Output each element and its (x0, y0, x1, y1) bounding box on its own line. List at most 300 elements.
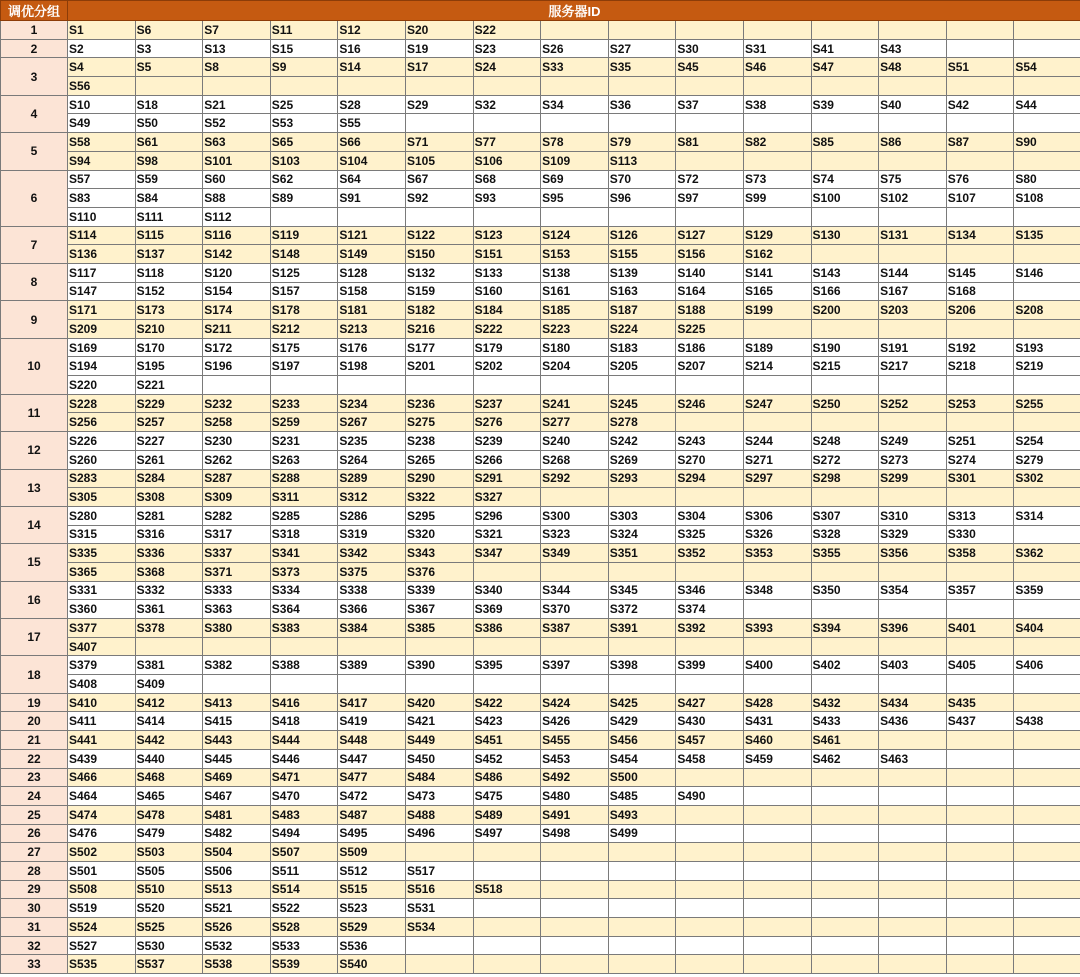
empty-cell (879, 880, 947, 899)
server-id-cell: S271 (743, 450, 811, 469)
server-id-cell: S236 (405, 394, 473, 413)
group-number-cell: 14 (1, 506, 68, 543)
server-id-cell: S375 (338, 562, 406, 581)
server-id-cell: S320 (405, 525, 473, 544)
server-id-cell: S507 (270, 843, 338, 862)
empty-cell (1014, 320, 1080, 339)
server-id-cell: S16 (338, 39, 406, 58)
empty-cell (811, 376, 879, 395)
empty-cell (811, 21, 879, 40)
server-id-cell: S161 (541, 282, 609, 301)
server-id-cell: S139 (608, 263, 676, 282)
server-id-cell: S325 (676, 525, 744, 544)
server-id-cell: S12 (338, 21, 406, 40)
table-row (1, 282, 1080, 301)
server-id-cell: S306 (743, 506, 811, 525)
server-id-cell: S376 (405, 562, 473, 581)
server-id-cell: S228 (68, 394, 136, 413)
group-number-cell: 2 (1, 39, 68, 58)
server-id-cell: S324 (608, 525, 676, 544)
server-id-cell: S92 (405, 189, 473, 208)
empty-cell (946, 114, 1014, 133)
server-id-cell: S492 (541, 768, 609, 787)
empty-cell (1014, 955, 1080, 974)
server-id-cell: S102 (879, 189, 947, 208)
empty-cell (608, 861, 676, 880)
empty-cell (676, 824, 744, 843)
empty-cell (946, 245, 1014, 264)
empty-cell (743, 955, 811, 974)
empty-cell (608, 899, 676, 918)
table-row (1, 899, 1080, 918)
empty-cell (473, 899, 541, 918)
server-id-cell: S111 (135, 207, 203, 226)
server-id-cell: S502 (68, 843, 136, 862)
server-id-cell: S344 (541, 581, 609, 600)
server-id-cell: S115 (135, 226, 203, 245)
server-id-cell: S297 (743, 469, 811, 488)
server-id-cell: S247 (743, 394, 811, 413)
server-id-cell: S24 (473, 58, 541, 77)
empty-cell (946, 936, 1014, 955)
server-id-cell: S167 (879, 282, 947, 301)
table-row (1, 394, 1080, 413)
empty-cell (338, 207, 406, 226)
empty-cell (1014, 245, 1080, 264)
server-id-cell: S235 (338, 432, 406, 451)
server-id-cell: S448 (338, 731, 406, 750)
server-id-cell: S50 (135, 114, 203, 133)
server-id-cell: S136 (68, 245, 136, 264)
server-id-cell: S192 (946, 338, 1014, 357)
empty-cell (879, 787, 947, 806)
empty-cell (743, 880, 811, 899)
server-id-cell: S424 (541, 693, 609, 712)
empty-cell (946, 207, 1014, 226)
server-id-cell: S334 (270, 581, 338, 600)
server-id-cell: S28 (338, 95, 406, 114)
table-row (1, 600, 1080, 619)
empty-cell (879, 731, 947, 750)
empty-cell (946, 21, 1014, 40)
server-id-cell: S288 (270, 469, 338, 488)
server-id-cell: S190 (811, 338, 879, 357)
server-id-cell: S79 (608, 133, 676, 152)
table-row (1, 432, 1080, 451)
server-id-cell: S120 (203, 263, 271, 282)
server-id-cell: S359 (1014, 581, 1080, 600)
server-id-cell: S153 (541, 245, 609, 264)
server-id-cell: S71 (405, 133, 473, 152)
server-id-cell: S65 (270, 133, 338, 152)
server-id-cell: S517 (405, 861, 473, 880)
server-id-cell: S289 (338, 469, 406, 488)
table-row (1, 320, 1080, 339)
empty-cell (811, 320, 879, 339)
empty-cell (743, 918, 811, 937)
server-id-cell: S198 (338, 357, 406, 376)
empty-cell (541, 936, 609, 955)
empty-cell (608, 77, 676, 96)
server-id-cell: S141 (743, 263, 811, 282)
server-id-cell: S369 (473, 600, 541, 619)
server-id-cell: S145 (946, 263, 1014, 282)
server-id-cell: S263 (270, 450, 338, 469)
server-id-cell: S275 (405, 413, 473, 432)
server-id-cell: S242 (608, 432, 676, 451)
server-id-cell: S211 (203, 320, 271, 339)
server-id-cell: S408 (68, 675, 136, 694)
server-id-cell: S466 (68, 768, 136, 787)
group-number-cell: 18 (1, 656, 68, 693)
empty-cell (1014, 282, 1080, 301)
server-id-cell: S339 (405, 581, 473, 600)
empty-cell (203, 637, 271, 656)
server-id-cell: S204 (541, 357, 609, 376)
server-id-cell: S151 (473, 245, 541, 264)
server-id-cell: S176 (338, 338, 406, 357)
server-id-cell: S353 (743, 544, 811, 563)
server-id-cell: S130 (811, 226, 879, 245)
server-id-cell: S183 (608, 338, 676, 357)
server-id-cell: S387 (541, 619, 609, 638)
server-id-cell: S523 (338, 899, 406, 918)
table-row (1, 880, 1080, 899)
server-id-cell: S74 (811, 170, 879, 189)
empty-cell (743, 376, 811, 395)
server-id-cell: S283 (68, 469, 136, 488)
server-id-cell: S370 (541, 600, 609, 619)
server-id-cell: S249 (879, 432, 947, 451)
group-number-cell: 31 (1, 918, 68, 937)
server-id-cell: S94 (68, 151, 136, 170)
group-number-cell: 15 (1, 544, 68, 581)
server-id-cell: S188 (676, 301, 744, 320)
empty-cell (811, 899, 879, 918)
empty-cell (676, 805, 744, 824)
server-id-cell: S38 (743, 95, 811, 114)
empty-cell (811, 114, 879, 133)
server-id-cell: S222 (473, 320, 541, 339)
empty-cell (405, 936, 473, 955)
server-id-cell: S44 (1014, 95, 1080, 114)
server-id-cell: S469 (203, 768, 271, 787)
empty-cell (676, 861, 744, 880)
server-id-cell: S537 (135, 955, 203, 974)
server-id-cell: S296 (473, 506, 541, 525)
group-number-cell: 9 (1, 301, 68, 338)
server-id-cell: S267 (338, 413, 406, 432)
server-id-cell: S326 (743, 525, 811, 544)
server-id-cell: S528 (270, 918, 338, 937)
group-number-cell: 28 (1, 861, 68, 880)
server-id-cell: S475 (473, 787, 541, 806)
server-id-cell: S219 (1014, 357, 1080, 376)
empty-cell (811, 637, 879, 656)
empty-cell (676, 151, 744, 170)
empty-cell (879, 151, 947, 170)
server-id-cell: S84 (135, 189, 203, 208)
empty-cell (473, 637, 541, 656)
server-id-cell: S205 (608, 357, 676, 376)
server-id-cell: S138 (541, 263, 609, 282)
server-id-cell: S30 (676, 39, 744, 58)
server-id-cell: S43 (879, 39, 947, 58)
server-id-cell: S321 (473, 525, 541, 544)
empty-cell (946, 749, 1014, 768)
server-id-cell: S420 (405, 693, 473, 712)
empty-cell (743, 21, 811, 40)
table-row (1, 861, 1080, 880)
server-id-cell: S291 (473, 469, 541, 488)
server-id-cell: S14 (338, 58, 406, 77)
server-id-cell: S164 (676, 282, 744, 301)
table-row (1, 936, 1080, 955)
server-id-cell: S184 (473, 301, 541, 320)
empty-cell (676, 936, 744, 955)
server-id-cell: S73 (743, 170, 811, 189)
server-id-cell: S207 (676, 357, 744, 376)
server-id-cell: S206 (946, 301, 1014, 320)
empty-cell (608, 637, 676, 656)
server-id-cell: S521 (203, 899, 271, 918)
group-number-cell: 25 (1, 805, 68, 824)
server-id-cell: S505 (135, 861, 203, 880)
table-row (1, 768, 1080, 787)
server-id-cell: S346 (676, 581, 744, 600)
server-id-cell: S256 (68, 413, 136, 432)
server-id-cell: S304 (676, 506, 744, 525)
empty-cell (811, 562, 879, 581)
empty-cell (541, 861, 609, 880)
server-id-cell: S49 (68, 114, 136, 133)
empty-cell (608, 114, 676, 133)
empty-cell (338, 675, 406, 694)
group-number-cell: 11 (1, 394, 68, 431)
server-id-cell: S279 (1014, 450, 1080, 469)
empty-cell (1014, 675, 1080, 694)
empty-cell (743, 824, 811, 843)
empty-cell (1014, 749, 1080, 768)
server-id-cell: S357 (946, 581, 1014, 600)
server-id-cell: S99 (743, 189, 811, 208)
server-id-cell: S443 (203, 731, 271, 750)
server-id-cell: S470 (270, 787, 338, 806)
empty-cell (405, 637, 473, 656)
server-id-cell: S119 (270, 226, 338, 245)
empty-cell (946, 413, 1014, 432)
server-id-cell: S527 (68, 936, 136, 955)
server-id-cell: S331 (68, 581, 136, 600)
server-id-cell: S238 (405, 432, 473, 451)
empty-cell (1014, 861, 1080, 880)
server-id-cell: S101 (203, 151, 271, 170)
server-id-cell: S467 (203, 787, 271, 806)
empty-cell (1014, 376, 1080, 395)
server-id-cell: S172 (203, 338, 271, 357)
server-id-cell: S262 (203, 450, 271, 469)
server-id-cell: S134 (946, 226, 1014, 245)
server-id-cell: S107 (946, 189, 1014, 208)
server-id-cell: S416 (270, 693, 338, 712)
empty-cell (879, 488, 947, 507)
server-id-cell: S301 (946, 469, 1014, 488)
empty-cell (676, 918, 744, 937)
empty-cell (608, 675, 676, 694)
server-id-cell: S538 (203, 955, 271, 974)
empty-cell (473, 918, 541, 937)
server-id-cell: S322 (405, 488, 473, 507)
server-id-cell: S441 (68, 731, 136, 750)
server-id-column-header: 服务器ID (68, 1, 1080, 21)
server-id-cell: S157 (270, 282, 338, 301)
server-id-cell: S453 (541, 749, 609, 768)
server-id-cell: S226 (68, 432, 136, 451)
empty-cell (879, 562, 947, 581)
server-id-cell: S371 (203, 562, 271, 581)
server-id-cell: S22 (473, 21, 541, 40)
empty-cell (743, 768, 811, 787)
server-id-cell: S403 (879, 656, 947, 675)
server-id-cell: S329 (879, 525, 947, 544)
empty-cell (946, 39, 1014, 58)
server-id-cell: S459 (743, 749, 811, 768)
empty-cell (743, 413, 811, 432)
server-id-cell: S530 (135, 936, 203, 955)
server-id-cell: S230 (203, 432, 271, 451)
server-id-cell: S384 (338, 619, 406, 638)
empty-cell (946, 805, 1014, 824)
server-id-cell: S265 (405, 450, 473, 469)
empty-cell (811, 787, 879, 806)
group-number-cell: 19 (1, 693, 68, 712)
server-id-cell: S342 (338, 544, 406, 563)
group-number-cell: 29 (1, 880, 68, 899)
table-row (1, 712, 1080, 731)
server-id-cell: S498 (541, 824, 609, 843)
empty-cell (811, 824, 879, 843)
empty-cell (743, 899, 811, 918)
server-id-cell: S57 (68, 170, 136, 189)
server-id-cell: S217 (879, 357, 947, 376)
server-id-cell: S15 (270, 39, 338, 58)
empty-cell (946, 77, 1014, 96)
empty-cell (541, 376, 609, 395)
server-id-cell: S445 (203, 749, 271, 768)
empty-cell (946, 731, 1014, 750)
server-id-cell: S493 (608, 805, 676, 824)
empty-cell (946, 376, 1014, 395)
empty-cell (608, 880, 676, 899)
server-id-cell: S186 (676, 338, 744, 357)
server-id-cell: S175 (270, 338, 338, 357)
server-id-cell: S382 (203, 656, 271, 675)
table-row (1, 413, 1080, 432)
server-id-cell: S426 (541, 712, 609, 731)
empty-cell (473, 77, 541, 96)
server-id-cell: S194 (68, 357, 136, 376)
server-id-cell: S48 (879, 58, 947, 77)
server-id-cell: S440 (135, 749, 203, 768)
empty-cell (879, 918, 947, 937)
group-number-cell: 10 (1, 338, 68, 394)
server-id-cell: S67 (405, 170, 473, 189)
empty-cell (879, 955, 947, 974)
empty-cell (879, 21, 947, 40)
server-id-cell: S133 (473, 263, 541, 282)
empty-cell (676, 843, 744, 862)
server-id-cell: S532 (203, 936, 271, 955)
server-id-cell: S343 (405, 544, 473, 563)
empty-cell (743, 600, 811, 619)
empty-cell (541, 918, 609, 937)
server-id-cell: S536 (338, 936, 406, 955)
server-id-cell: S496 (405, 824, 473, 843)
server-id-cell: S274 (946, 450, 1014, 469)
server-id-cell: S129 (743, 226, 811, 245)
server-id-cell: S58 (68, 133, 136, 152)
table-row (1, 39, 1080, 58)
server-id-cell: S333 (203, 581, 271, 600)
server-id-cell: S323 (541, 525, 609, 544)
group-number-cell: 27 (1, 843, 68, 862)
server-id-cell: S243 (676, 432, 744, 451)
server-id-cell: S39 (811, 95, 879, 114)
empty-cell (676, 376, 744, 395)
server-id-cell: S72 (676, 170, 744, 189)
server-id-cell: S286 (338, 506, 406, 525)
empty-cell (946, 880, 1014, 899)
server-id-cell: S195 (135, 357, 203, 376)
empty-cell (203, 675, 271, 694)
empty-cell (405, 843, 473, 862)
server-id-cell: S506 (203, 861, 271, 880)
server-id-cell: S240 (541, 432, 609, 451)
server-id-cell: S509 (338, 843, 406, 862)
server-id-cell: S227 (135, 432, 203, 451)
empty-cell (743, 936, 811, 955)
server-id-cell: S156 (676, 245, 744, 264)
server-id-cell: S402 (811, 656, 879, 675)
server-id-cell: S116 (203, 226, 271, 245)
empty-cell (676, 562, 744, 581)
group-number-cell: 5 (1, 133, 68, 170)
empty-cell (203, 376, 271, 395)
server-id-cell: S239 (473, 432, 541, 451)
server-id-cell: S131 (879, 226, 947, 245)
server-id-cell: S427 (676, 693, 744, 712)
group-number-cell: 4 (1, 95, 68, 132)
empty-cell (676, 21, 744, 40)
table-row (1, 562, 1080, 581)
empty-cell (676, 207, 744, 226)
server-id-cell: S189 (743, 338, 811, 357)
empty-cell (811, 675, 879, 694)
empty-cell (743, 787, 811, 806)
empty-cell (270, 675, 338, 694)
group-number-cell: 32 (1, 936, 68, 955)
server-id-cell: S121 (338, 226, 406, 245)
empty-cell (270, 376, 338, 395)
server-id-cell: S193 (1014, 338, 1080, 357)
server-id-cell: S284 (135, 469, 203, 488)
server-id-cell: S358 (946, 544, 1014, 563)
server-id-cell: S191 (879, 338, 947, 357)
table-row (1, 357, 1080, 376)
server-id-cell: S477 (338, 768, 406, 787)
table-row (1, 693, 1080, 712)
server-id-cell: S55 (338, 114, 406, 133)
